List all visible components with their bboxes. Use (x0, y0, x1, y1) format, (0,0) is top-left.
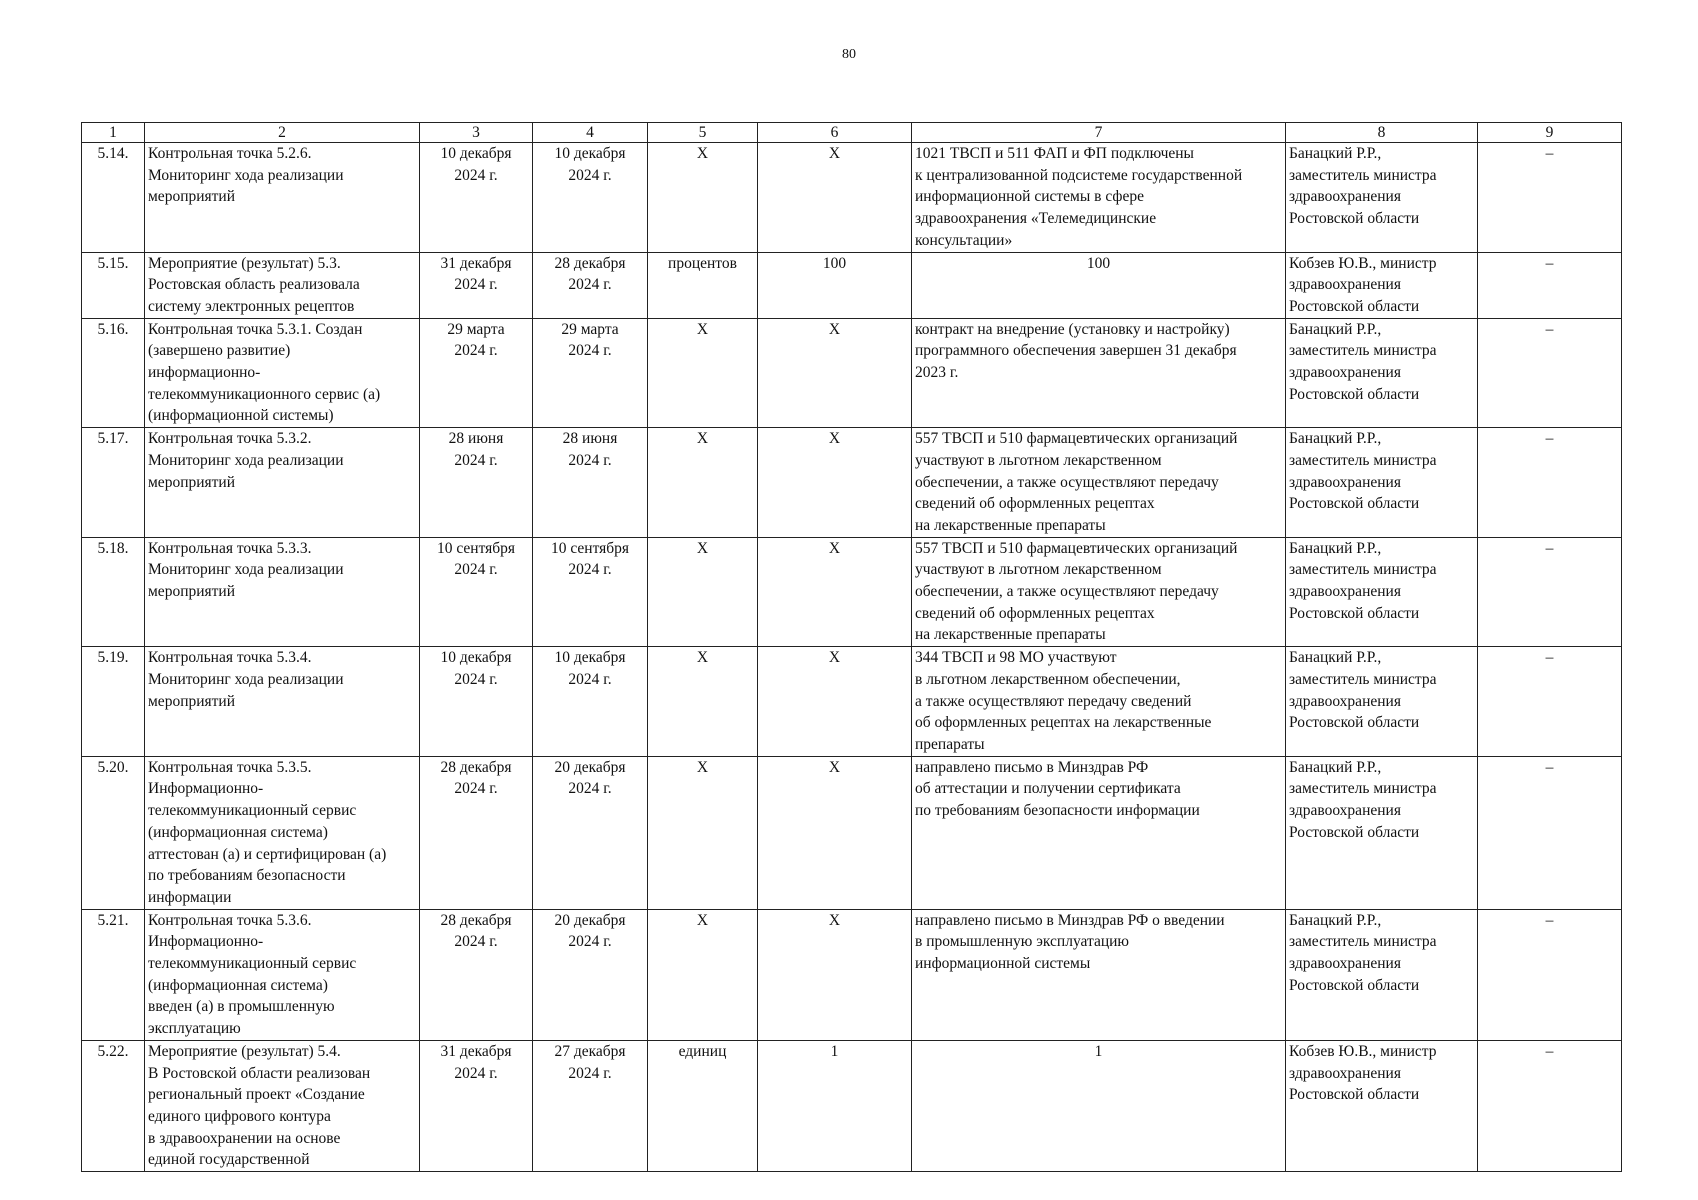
plan-date-cell: 31 декабря 2024 г. (420, 252, 533, 318)
unit-cell: Х (648, 909, 758, 1040)
result-cell: 100 (912, 252, 1286, 318)
event-name-cell: Контрольная точка 5.3.2. Мониторинг хода реализации мероприятий (145, 428, 420, 538)
table-row (82, 1040, 1622, 1171)
result-cell: направлено письмо в Минздрав РФ об аттестации и получении сертификата по требованиям безопасности информации (912, 756, 1286, 909)
table-row (82, 909, 1622, 1040)
table-row (82, 428, 1622, 538)
responsible-cell: Кобзев Ю.В., министр здравоохранения Ростовской области (1286, 252, 1478, 318)
row-number-cell: 5.14. (82, 143, 145, 253)
column-header: 5 (648, 123, 758, 143)
fact-date-cell: 20 декабря 2024 г. (533, 909, 648, 1040)
event-name-cell: Контрольная точка 5.2.6. Мониторинг хода реализации мероприятий (145, 143, 420, 253)
plan-date-cell: 10 декабря 2024 г. (420, 143, 533, 253)
column-header: 2 (145, 123, 420, 143)
column-header: 7 (912, 123, 1286, 143)
plan-value-cell: Х (758, 647, 912, 757)
unit-cell: процентов (648, 252, 758, 318)
unit-cell: единиц (648, 1040, 758, 1171)
plan-date-cell: 28 декабря 2024 г. (420, 756, 533, 909)
row-number-cell: 5.16. (82, 318, 145, 428)
unit-cell: Х (648, 537, 758, 647)
column-header: 6 (758, 123, 912, 143)
note-cell: – (1478, 252, 1622, 318)
fact-date-cell: 29 марта 2024 г. (533, 318, 648, 428)
unit-cell: Х (648, 428, 758, 538)
note-cell: – (1478, 756, 1622, 909)
column-header-row (82, 123, 1622, 143)
column-header: 4 (533, 123, 648, 143)
unit-cell: Х (648, 756, 758, 909)
note-cell: – (1478, 537, 1622, 647)
table-row (82, 537, 1622, 647)
row-number-cell: 5.18. (82, 537, 145, 647)
row-number-cell: 5.20. (82, 756, 145, 909)
fact-date-cell: 10 сентября 2024 г. (533, 537, 648, 647)
table-row (82, 143, 1622, 253)
plan-value-cell: 100 (758, 252, 912, 318)
note-cell: – (1478, 318, 1622, 428)
result-cell: 344 ТВСП и 98 МО участвуют в льготном лекарственном обеспечении, а также осуществляют передачу сведений об оформленных рецептах на лекарственные препараты (912, 647, 1286, 757)
column-header: 3 (420, 123, 533, 143)
result-cell: направлено письмо в Минздрав РФ о введении в промышленную эксплуатацию информационной системы (912, 909, 1286, 1040)
event-name-cell: Мероприятие (результат) 5.4. В Ростовской области реализован региональный проект «Создание единого цифрового контура в здравоохранении на основе единой государственной (145, 1040, 420, 1171)
plan-date-cell: 28 декабря 2024 г. (420, 909, 533, 1040)
responsible-cell: Банацкий Р.Р., заместитель министра здравоохранения Ростовской области (1286, 537, 1478, 647)
event-name-cell: Контрольная точка 5.3.5. Информационно- телекоммуникационный сервис (информационная система) аттестован (а) и сертифицирован (а) по требованиям безопасности информации (145, 756, 420, 909)
responsible-cell: Банацкий Р.Р., заместитель министра здравоохранения Ростовской области (1286, 143, 1478, 253)
plan-value-cell: 1 (758, 1040, 912, 1171)
result-cell: 1021 ТВСП и 511 ФАП и ФП подключены к централизованной подсистеме государственной информационной системы в сфере здравоохранения «Телемедицинские консультации» (912, 143, 1286, 253)
fact-date-cell: 27 декабря 2024 г. (533, 1040, 648, 1171)
row-number-cell: 5.22. (82, 1040, 145, 1171)
unit-cell: Х (648, 647, 758, 757)
plan-date-cell: 10 сентября 2024 г. (420, 537, 533, 647)
plan-value-cell: Х (758, 537, 912, 647)
event-name-cell: Контрольная точка 5.3.1. Создан (завершено развитие) информационно- телекоммуникационного сервис (а) (информационной системы) (145, 318, 420, 428)
event-name-cell: Контрольная точка 5.3.3. Мониторинг хода реализации мероприятий (145, 537, 420, 647)
note-cell: – (1478, 428, 1622, 538)
event-name-cell: Мероприятие (результат) 5.3. Ростовская область реализовала систему электронных рецептов (145, 252, 420, 318)
table-row (82, 252, 1622, 318)
note-cell: – (1478, 1040, 1622, 1171)
unit-cell: Х (648, 318, 758, 428)
plan-date-cell: 29 марта 2024 г. (420, 318, 533, 428)
note-cell: – (1478, 909, 1622, 1040)
unit-cell: Х (648, 143, 758, 253)
fact-date-cell: 10 декабря 2024 г. (533, 647, 648, 757)
row-number-cell: 5.21. (82, 909, 145, 1040)
fact-date-cell: 10 декабря 2024 г. (533, 143, 648, 253)
plan-date-cell: 28 июня 2024 г. (420, 428, 533, 538)
fact-date-cell: 28 декабря 2024 г. (533, 252, 648, 318)
fact-date-cell: 20 декабря 2024 г. (533, 756, 648, 909)
column-header: 1 (82, 123, 145, 143)
plan-value-cell: Х (758, 318, 912, 428)
responsible-cell: Банацкий Р.Р., заместитель министра здравоохранения Ростовской области (1286, 909, 1478, 1040)
result-cell: 557 ТВСП и 510 фармацевтических организаций участвуют в льготном лекарственном обеспечении, а также осуществляют передачу сведений об оформленных рецептах на лекарственные препараты (912, 537, 1286, 647)
responsible-cell: Банацкий Р.Р., заместитель министра здравоохранения Ростовской области (1286, 647, 1478, 757)
responsible-cell: Банацкий Р.Р., заместитель министра здравоохранения Ростовской области (1286, 318, 1478, 428)
column-header: 9 (1478, 123, 1622, 143)
row-number-cell: 5.17. (82, 428, 145, 538)
table-row (82, 647, 1622, 757)
plan-value-cell: Х (758, 756, 912, 909)
note-cell: – (1478, 647, 1622, 757)
page-number: 80 (842, 47, 856, 62)
column-header: 8 (1286, 123, 1478, 143)
responsible-cell: Банацкий Р.Р., заместитель министра здравоохранения Ростовской области (1286, 428, 1478, 538)
plan-value-cell: Х (758, 143, 912, 253)
note-cell: – (1478, 143, 1622, 253)
plan-date-cell: 31 декабря 2024 г. (420, 1040, 533, 1171)
plan-value-cell: Х (758, 909, 912, 1040)
result-cell: 557 ТВСП и 510 фармацевтических организаций участвуют в льготном лекарственном обеспечении, а также осуществляют передачу сведений об оформленных рецептах на лекарственные препараты (912, 428, 1286, 538)
row-number-cell: 5.15. (82, 252, 145, 318)
fact-date-cell: 28 июня 2024 г. (533, 428, 648, 538)
event-name-cell: Контрольная точка 5.3.4. Мониторинг хода реализации мероприятий (145, 647, 420, 757)
result-cell: 1 (912, 1040, 1286, 1171)
responsible-cell: Банацкий Р.Р., заместитель министра здравоохранения Ростовской области (1286, 756, 1478, 909)
result-cell: контракт на внедрение (установку и настройку) программного обеспечения завершен 31 декабря 2023 г. (912, 318, 1286, 428)
responsible-cell: Кобзев Ю.В., министр здравоохранения Ростовской области (1286, 1040, 1478, 1171)
plan-date-cell: 10 декабря 2024 г. (420, 647, 533, 757)
report-table (81, 122, 1622, 1172)
event-name-cell: Контрольная точка 5.3.6. Информационно- телекоммуникационный сервис (информационная система) введен (а) в промышленную эксплуатацию (145, 909, 420, 1040)
table-row (82, 756, 1622, 909)
table-body (82, 123, 1622, 1172)
plan-value-cell: Х (758, 428, 912, 538)
row-number-cell: 5.19. (82, 647, 145, 757)
table-row (82, 318, 1622, 428)
